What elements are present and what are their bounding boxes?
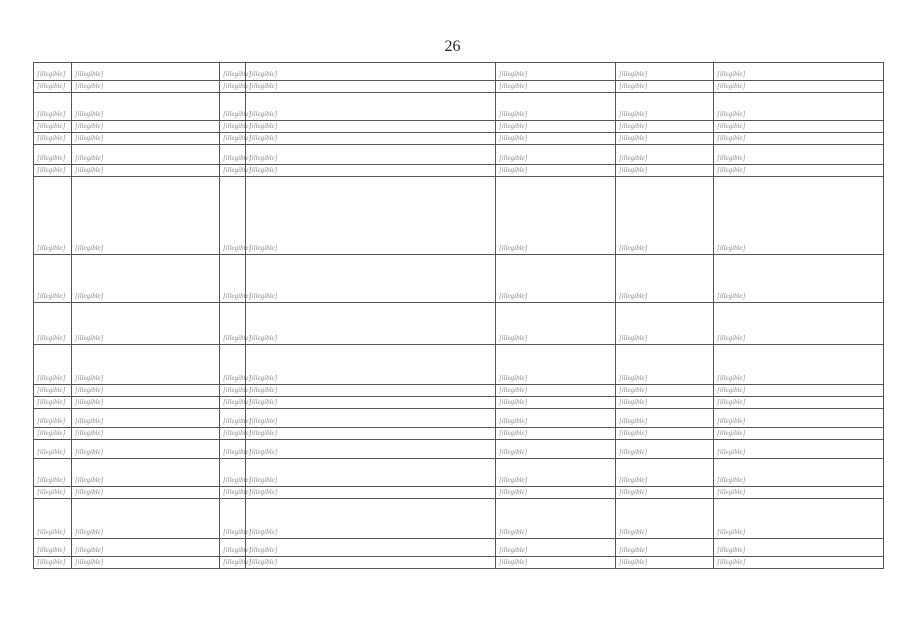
table-cell: [illegible] (72, 177, 220, 255)
table-cell: [illegible] (616, 165, 714, 177)
table-cell: [illegible] (34, 63, 72, 81)
table-cell: [illegible] (246, 487, 496, 499)
table-cell: [illegible] (72, 93, 220, 121)
table-cell: [illegible] (246, 303, 496, 345)
table-cell: [illegible] (714, 557, 884, 569)
table-cell: [illegible] (220, 145, 246, 165)
table-cell: [illegible] (72, 487, 220, 499)
table-cell: [illegible] (246, 409, 496, 428)
table-cell: [illegible] (34, 133, 72, 145)
table-cell: [illegible] (496, 409, 616, 428)
table-cell: [illegible] (616, 177, 714, 255)
table-cell: [illegible] (616, 459, 714, 487)
table-cell: [illegible] (714, 121, 884, 133)
table-cell: [illegible] (34, 303, 72, 345)
table-row (34, 440, 884, 459)
drug-table (33, 62, 884, 569)
table-cell: [illegible] (714, 255, 884, 303)
table-cell: [illegible] (714, 81, 884, 93)
table-cell: [illegible] (34, 440, 72, 459)
table-cell: [illegible] (714, 428, 884, 440)
table-cell: [illegible] (220, 133, 246, 145)
table-cell: [illegible] (72, 428, 220, 440)
table-cell: [illegible] (72, 165, 220, 177)
table-row (34, 428, 884, 440)
table-cell: [illegible] (220, 345, 246, 385)
table-cell: [illegible] (246, 81, 496, 93)
table-cell: [illegible] (72, 81, 220, 93)
table-cell: [illegible] (34, 165, 72, 177)
table-row (34, 557, 884, 569)
table-cell: [illegible] (496, 93, 616, 121)
table-cell: [illegible] (496, 345, 616, 385)
table-cell: [illegible] (616, 255, 714, 303)
table-row (34, 177, 884, 255)
table-cell: [illegible] (246, 428, 496, 440)
table-cell: [illegible] (34, 557, 72, 569)
table-cell: [illegible] (496, 121, 616, 133)
table-cell: [illegible] (616, 81, 714, 93)
table-cell: [illegible] (246, 459, 496, 487)
table-cell: [illegible] (220, 63, 246, 81)
table-cell: [illegible] (72, 121, 220, 133)
table-cell: [illegible] (34, 121, 72, 133)
table-cell: [illegible] (616, 303, 714, 345)
page-number: 26 (444, 38, 461, 55)
table-cell: [illegible] (714, 145, 884, 165)
table-cell: [illegible] (34, 93, 72, 121)
table-cell: [illegible] (72, 133, 220, 145)
table-cell: [illegible] (72, 63, 220, 81)
table-cell: [illegible] (34, 345, 72, 385)
table-cell: [illegible] (616, 133, 714, 145)
table-cell: [illegible] (496, 177, 616, 255)
table-cell: [illegible] (220, 385, 246, 397)
table-cell: [illegible] (72, 397, 220, 409)
table-cell: [illegible] (246, 121, 496, 133)
table-row (34, 255, 884, 303)
table-cell: [illegible] (496, 428, 616, 440)
table-cell: [illegible] (496, 133, 616, 145)
table-cell: [illegible] (72, 440, 220, 459)
table-row (34, 121, 884, 133)
table-row (34, 345, 884, 385)
table-cell: [illegible] (616, 440, 714, 459)
table-cell: [illegible] (72, 539, 220, 557)
table-cell: [illegible] (246, 165, 496, 177)
table-cell: [illegible] (246, 177, 496, 255)
table-cell: [illegible] (496, 557, 616, 569)
table-cell: [illegible] (220, 93, 246, 121)
table-cell: [illegible] (714, 440, 884, 459)
table-cell: [illegible] (714, 345, 884, 385)
table-cell: [illegible] (496, 539, 616, 557)
table-row (34, 499, 884, 539)
table-row (34, 145, 884, 165)
table-row (34, 303, 884, 345)
table-cell: [illegible] (220, 303, 246, 345)
table-cell: [illegible] (246, 557, 496, 569)
table-cell: [illegible] (246, 63, 496, 81)
table-cell: [illegible] (246, 255, 496, 303)
table-cell: [illegible] (246, 93, 496, 121)
table-cell: [illegible] (616, 385, 714, 397)
table-body (34, 63, 884, 569)
table-cell: [illegible] (34, 459, 72, 487)
table-cell: [illegible] (220, 81, 246, 93)
table-cell: [illegible] (220, 177, 246, 255)
table-cell: [illegible] (220, 557, 246, 569)
table-cell: [illegible] (34, 397, 72, 409)
table-cell: [illegible] (220, 409, 246, 428)
table-cell: [illegible] (220, 428, 246, 440)
table-cell: [illegible] (714, 397, 884, 409)
table-cell: [illegible] (34, 539, 72, 557)
table-row (34, 81, 884, 93)
table-cell: [illegible] (220, 499, 246, 539)
table-cell: [illegible] (72, 459, 220, 487)
table-cell: [illegible] (714, 539, 884, 557)
table-cell: [illegible] (496, 81, 616, 93)
table-cell: [illegible] (714, 409, 884, 428)
table-row (34, 539, 884, 557)
table-cell: [illegible] (34, 487, 72, 499)
table-cell: [illegible] (72, 557, 220, 569)
table-cell: [illegible] (616, 487, 714, 499)
table-cell: [illegible] (246, 133, 496, 145)
table-cell: [illegible] (714, 459, 884, 487)
table-cell: [illegible] (496, 145, 616, 165)
table-cell: [illegible] (496, 440, 616, 459)
table-cell: [illegible] (34, 177, 72, 255)
table-cell: [illegible] (616, 345, 714, 385)
table-cell: [illegible] (220, 165, 246, 177)
table-row (34, 459, 884, 487)
table-cell: [illegible] (616, 557, 714, 569)
table-cell: [illegible] (34, 385, 72, 397)
table-cell: [illegible] (496, 255, 616, 303)
table-row (34, 409, 884, 428)
table-cell: [illegible] (496, 165, 616, 177)
table-cell: [illegible] (246, 440, 496, 459)
table-row (34, 93, 884, 121)
table-cell: [illegible] (714, 303, 884, 345)
table-cell: [illegible] (246, 397, 496, 409)
table-cell: [illegible] (616, 397, 714, 409)
table-row (34, 63, 884, 81)
table-cell: [illegible] (34, 409, 72, 428)
table-cell: [illegible] (34, 81, 72, 93)
table-cell: [illegible] (616, 539, 714, 557)
table-cell: [illegible] (496, 385, 616, 397)
table-cell: [illegible] (72, 303, 220, 345)
table-cell: [illegible] (246, 385, 496, 397)
table-cell: [illegible] (714, 487, 884, 499)
table-cell: [illegible] (34, 145, 72, 165)
table-cell: [illegible] (220, 459, 246, 487)
table-cell: [illegible] (34, 428, 72, 440)
table-cell: [illegible] (246, 499, 496, 539)
table-cell: [illegible] (72, 145, 220, 165)
table-cell: [illegible] (34, 499, 72, 539)
table-cell: [illegible] (246, 145, 496, 165)
table-cell: [illegible] (220, 255, 246, 303)
table-cell: [illegible] (220, 440, 246, 459)
table-cell: [illegible] (72, 345, 220, 385)
table-cell: [illegible] (714, 133, 884, 145)
table-cell: [illegible] (616, 93, 714, 121)
table-cell: [illegible] (72, 499, 220, 539)
table-row (34, 385, 884, 397)
table-cell: [illegible] (220, 121, 246, 133)
table-cell: [illegible] (714, 63, 884, 81)
table-cell: [illegible] (714, 499, 884, 539)
table-cell: [illegible] (220, 487, 246, 499)
table-cell: [illegible] (496, 459, 616, 487)
table-cell: [illegible] (496, 499, 616, 539)
table-cell: [illegible] (72, 409, 220, 428)
table-cell: [illegible] (616, 428, 714, 440)
table-cell: [illegible] (496, 487, 616, 499)
table-cell: [illegible] (72, 385, 220, 397)
table-cell: [illegible] (72, 255, 220, 303)
table-cell: [illegible] (714, 177, 884, 255)
table-row (34, 165, 884, 177)
table-cell: [illegible] (714, 165, 884, 177)
table-cell: [illegible] (714, 93, 884, 121)
table-row (34, 487, 884, 499)
table-cell: [illegible] (496, 63, 616, 81)
table-cell: [illegible] (714, 385, 884, 397)
table-cell: [illegible] (496, 303, 616, 345)
table-cell: [illegible] (616, 499, 714, 539)
table-cell: [illegible] (220, 539, 246, 557)
table-row (34, 397, 884, 409)
table-cell: [illegible] (246, 539, 496, 557)
table-cell: [illegible] (496, 397, 616, 409)
table-cell: [illegible] (616, 409, 714, 428)
table-cell: [illegible] (34, 255, 72, 303)
table-row (34, 133, 884, 145)
table-cell: [illegible] (246, 345, 496, 385)
table-cell: [illegible] (616, 121, 714, 133)
table-cell: [illegible] (616, 145, 714, 165)
table-cell: [illegible] (220, 397, 246, 409)
table-cell: [illegible] (616, 63, 714, 81)
